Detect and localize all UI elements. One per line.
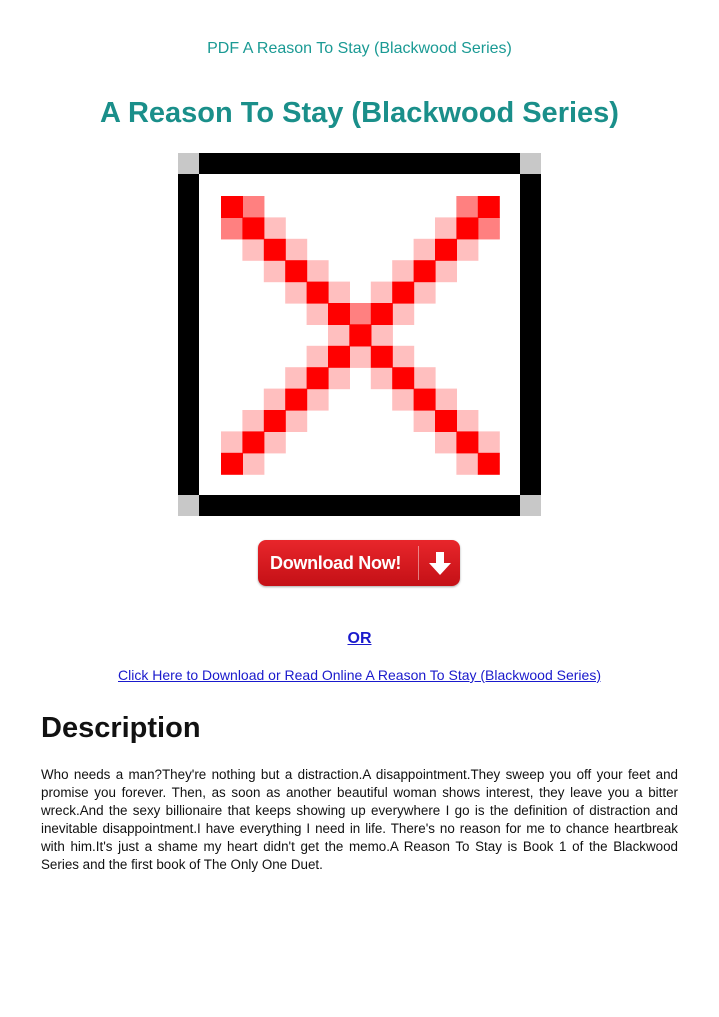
down-arrow-icon	[426, 549, 454, 577]
description-heading: Description	[41, 712, 201, 744]
download-link-row	[0, 667, 719, 685]
download-button-label: Download Now!	[270, 553, 402, 573]
button-divider	[418, 546, 419, 580]
header-title: PDF A Reason To Stay (Blackwood Series)	[207, 40, 512, 57]
or-link[interactable]: OR	[347, 630, 372, 647]
download-read-online-link[interactable]: Click Here to Download or Read Online A Reason To Stay (Blackwood Series)	[118, 667, 601, 683]
download-now-button[interactable]	[258, 540, 460, 586]
or-divider	[0, 630, 719, 648]
broken-image-x-icon	[178, 153, 541, 516]
page-title: A Reason To Stay (Blackwood Series)	[100, 97, 619, 129]
book-cover-placeholder	[178, 153, 541, 516]
description-text: Who needs a man?They're nothing but a distraction.A disappointment.They sweep you off your feet and promise you forever. Then, as soon as another beautiful woman shows interest, they leave you a bitter wreck.And the sexy billionaire that keeps showing up everywhere I go is the definition of distraction and inevitable disappointment.I have everything I need in life. There's no reason for me to chance heartbreak with him.It's just a shame my heart didn't get the memo.A Reason To Stay is Book 1 of the Blackwood Series and the first book of The Only One Duet.	[41, 767, 678, 872]
